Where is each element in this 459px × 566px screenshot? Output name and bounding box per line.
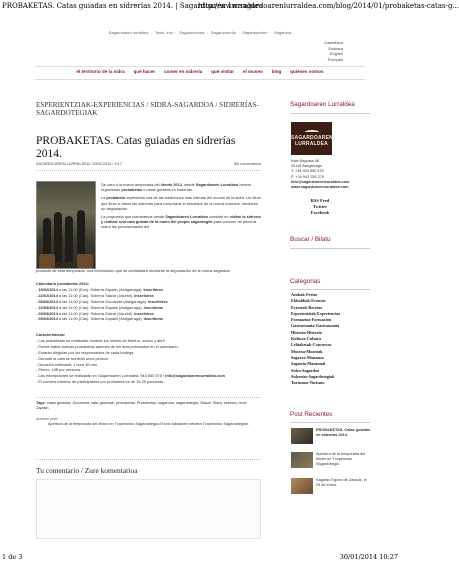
recent-post-thumbnail[interactable] bbox=[291, 478, 313, 494]
divider bbox=[36, 397, 261, 398]
print-datetime: 30/01/2014 10:27 bbox=[339, 553, 398, 561]
sidebar-recent-heading: Post Recientes bbox=[290, 411, 333, 418]
recent-post-thumbnail[interactable] bbox=[291, 428, 313, 444]
tags-list[interactable]: catas guiadas, Gurutzeta, kata gidatuak, probaketak, Probaketas, sagardoa, sagardotegia, Saizar, Sidra, sidrería, txotx, Zapiain bbox=[36, 401, 248, 410]
twitter-link[interactable]: Twitter bbox=[312, 204, 328, 209]
category-item[interactable]: Esperientziak-Experiencias bbox=[291, 310, 341, 316]
previous-post bbox=[36, 417, 261, 427]
category-item[interactable]: Azokak-Ferias bbox=[291, 292, 318, 297]
divider bbox=[36, 459, 261, 460]
divider bbox=[290, 248, 370, 249]
category-item[interactable]: Sagarra-Manzana bbox=[291, 354, 324, 360]
intro-paragraph: De cara a la nueva temporada del #txotx 2014, desde Sagardoaren Lurraldea hemos organizado probaketas o catas guiadas en sidrerías. bbox=[101, 182, 252, 193]
calendar-item: - 22/02/2014 a las 11:00 (Cas): Sidrería Saizar (Usurbil). Inscribirse bbox=[36, 292, 154, 298]
category-item[interactable]: Sidra-Sagardoa bbox=[291, 367, 320, 373]
post-title: PROBAKETAS. Catas guiadas en sidrerías 2014. bbox=[36, 135, 236, 160]
brand-logo: SAGARDOAREN LURRALDEA bbox=[291, 122, 332, 155]
post-body-continued: producto de esta temporada, una información que se contrastará mediante la degustación de la nueva sagardoa. bbox=[36, 268, 231, 273]
feature-item: - El número máximo de participantes por probaketa es de 15-20 personas. bbox=[36, 379, 165, 385]
comment-textarea[interactable] bbox=[36, 479, 261, 539]
post-meta-author-date: SAGARDOAREN LURRALDEA / 30/01/2014 / 9:17 bbox=[36, 162, 122, 166]
sidebar-categories-heading: Categorias bbox=[290, 278, 321, 285]
features-section bbox=[36, 332, 261, 385]
feature-item: - Las inscripciones se realizarán en Sagardoaren Lurraldea: 943 550 575 / info@sagardoarenlurraldea.com bbox=[36, 373, 225, 379]
language-option[interactable]: Castellano bbox=[324, 40, 343, 45]
main-nav-item[interactable]: comer en sidrería bbox=[163, 69, 203, 74]
category-item[interactable]: Ekitaldiak-Eventos bbox=[291, 298, 326, 304]
comments-link[interactable]: Sin comentarios bbox=[233, 162, 261, 166]
signup-link[interactable]: Inscribirse bbox=[143, 286, 164, 292]
signup-link[interactable]: Inscribirse bbox=[143, 304, 164, 310]
post-intro bbox=[101, 182, 261, 233]
language-selector bbox=[324, 40, 343, 62]
sidebar-brand-heading: Sagardoaren Lurraldea bbox=[290, 101, 355, 108]
comment-section-title: Tu comentario / Zure komentarioa bbox=[36, 466, 138, 475]
photo-barrel bbox=[39, 254, 55, 268]
feature-item: - Las probaketas se realizarán durante los meses de febrero, marzo y abril. bbox=[36, 337, 166, 343]
print-footer bbox=[2, 553, 398, 563]
signup-link[interactable]: Inscribirse bbox=[134, 310, 154, 316]
post-photo bbox=[36, 181, 96, 269]
top-nav-item[interactable]: Sagardoaren lurraldea bbox=[108, 30, 149, 35]
divider bbox=[35, 79, 365, 80]
feature-item: - Precio: 10€ por persona. bbox=[36, 367, 81, 373]
categories-list bbox=[291, 292, 371, 386]
signup-link[interactable]: Inscribirse bbox=[143, 316, 164, 322]
photo-figure bbox=[54, 212, 62, 262]
previous-post-label: Anterior post bbox=[36, 417, 58, 421]
facebook-link[interactable]: Facebook bbox=[310, 210, 330, 215]
divider bbox=[290, 422, 370, 423]
previous-post-link[interactable]: Apertura de la temporada del #txotx en Txopinondo Sagardotegia.#Txotx tokialaren irekiera Txopinondo Sagardotegian. bbox=[48, 422, 250, 426]
calendar-item: - 05/04/2014 a las 11:00 (Cas): Sidrería Zapiain (Astigarraga). Inscribirse bbox=[36, 316, 164, 322]
recent-post[interactable] bbox=[291, 452, 371, 466]
calendar-section bbox=[36, 281, 261, 322]
divider bbox=[290, 113, 370, 114]
intro-paragraph: La propuesta que planteamos desde Sagardoaren Lurraldea consiste en visitar la sidrería y realizar una cata guiada de la mano del propio sagardogile para conocer de primera mano las peculiaridades del bbox=[101, 214, 261, 230]
photo-barrel bbox=[77, 254, 93, 268]
main-nav-item[interactable]: qué visitar bbox=[211, 69, 235, 74]
category-item[interactable]: Turismoa-Turismo bbox=[291, 380, 325, 386]
tags-label: Tags: bbox=[36, 401, 46, 405]
language-option[interactable]: English bbox=[329, 51, 343, 56]
language-option[interactable]: Euskara bbox=[328, 45, 343, 51]
email-link[interactable]: info@sagardoarenlurraldea.com bbox=[165, 373, 225, 379]
post-tags bbox=[36, 401, 261, 411]
apple-icon bbox=[305, 130, 319, 134]
feature-item: - Estarán dirigidas por los responsables de cada bodega. bbox=[36, 349, 135, 355]
category-item[interactable]: Lehiaketak-Concursos bbox=[291, 342, 332, 348]
signup-link[interactable]: Inscribirse bbox=[134, 292, 154, 298]
print-page-number: 1 de 3 bbox=[2, 553, 23, 561]
calendar-heading: Calendario probaketas 2014: bbox=[36, 281, 89, 286]
features-heading: Características: bbox=[36, 332, 66, 337]
category-item[interactable]: Formazioa-Formación bbox=[291, 317, 332, 323]
recent-post[interactable] bbox=[291, 478, 371, 488]
main-nav-item[interactable]: el territorio de la sidra bbox=[76, 69, 125, 74]
top-nav-item[interactable]: Texts. info bbox=[154, 30, 173, 35]
main-nav-item-active[interactable]: blog bbox=[271, 69, 282, 74]
calendar-item: - 22/03/2014 a las 11:00 (Cas): Sidrería Zapiain (Astigarraga). Inscribirse bbox=[36, 304, 164, 310]
feature-item: - Duración estimada: 1 hora 30 min. bbox=[36, 361, 98, 367]
photo-figure bbox=[65, 216, 73, 262]
divider bbox=[290, 289, 370, 290]
print-header bbox=[2, 2, 459, 14]
top-nav-item[interactable]: Sagardoetxea bbox=[179, 30, 205, 35]
intro-paragraph: La probaketa representa una de las tradiciones más íntimas del mundo de la sidra. Un ritual que lleva a visitar las sidrerías para comprobar el resultado de la nueva cosecha, mediante su degustación. bbox=[101, 195, 261, 211]
category-item[interactable]: Gastronomia-Gastronomía bbox=[291, 323, 340, 329]
sidebar-search-heading: Buscar / Bilatu bbox=[290, 236, 331, 243]
contact-email-link[interactable]: info@sagardoarenlurraldea.com bbox=[291, 179, 350, 184]
main-nav-item[interactable]: quiénes somos bbox=[290, 69, 324, 74]
top-nav-item[interactable]: Sagardoendia bbox=[210, 30, 236, 35]
top-nav: Sagardoaren lurraldea · Texts. info · Sagardoetxea · Sagardoendia · Sagardopedro · Sagardoa bbox=[108, 30, 292, 35]
main-nav: el territorio de la sidra · qué hacer · comer en sidrería · qué visitar · el museo · blog · quiénes somos bbox=[76, 69, 324, 74]
category-item[interactable]: Kultura-Cultura bbox=[291, 336, 322, 342]
category-item[interactable]: Sidrerías-Sagardotegiak bbox=[291, 373, 335, 379]
feature-item: - Puede haber nuevas probaketas además de los días publicados en el calendario. bbox=[36, 343, 179, 349]
language-option[interactable]: Français bbox=[327, 56, 343, 62]
signup-link[interactable]: Inscribirse bbox=[147, 298, 168, 304]
recent-post-title[interactable]: Sagardo Egona de Zarautz, el 25 de enero. bbox=[316, 478, 367, 487]
calendar-item: - 08/03/2014 a las 11:00 (Cas): Sidrería Gurutzeta (Astigarraga). Inscribirse bbox=[36, 298, 168, 304]
top-nav-item[interactable]: Sagardopedro bbox=[242, 30, 268, 35]
category-item[interactable]: Museoa-Museoak bbox=[291, 348, 323, 354]
top-nav-item[interactable]: Sagardoa bbox=[273, 30, 292, 35]
divider bbox=[35, 66, 365, 67]
recent-post-thumbnail[interactable] bbox=[291, 452, 313, 468]
rss-link[interactable]: RSS Feed bbox=[310, 198, 330, 203]
social-links bbox=[291, 198, 371, 216]
contact-address: Kale Nagusia 48 20115 Astigarraga T: +34 943 550 575 F: +34 943 335 279 info@sagardoarenlurraldea.com www.sagardoarenlurraldea.com bbox=[291, 159, 371, 190]
calendar-item: - 29/03/2014 a las 11:00 (Cas): Sidrería Saizar (Usurbil). Inscribirse bbox=[36, 310, 154, 316]
category-item[interactable]: Erreztak-Recetas bbox=[291, 304, 323, 310]
recent-post[interactable] bbox=[291, 428, 371, 438]
main-nav-item[interactable]: el museo bbox=[242, 69, 263, 74]
contact-web-link[interactable]: www.sagardoarenlurraldea.com bbox=[291, 185, 349, 190]
main-nav-item[interactable]: qué hacer bbox=[133, 69, 156, 74]
category-item[interactable]: Historia-Historia bbox=[291, 329, 322, 335]
calendar-item: - 15/02/2014 a las 11:00 (Eus): Sidrería Zapiain (Astigarraga). Inscribirse bbox=[36, 286, 164, 292]
feature-item: - Durante la cata se servirán unos pintxos. bbox=[36, 355, 109, 361]
recent-post-title[interactable]: PROBAKETAS. Catas guiadas en sidrerías 2014. bbox=[316, 428, 371, 437]
breadcrumb[interactable]: ESPERIENTZIAK-EXPERIENCIAS / SIDRA-SAGARDOA / SIDRERÍAS-SAGARDOTEGIAK bbox=[36, 101, 259, 117]
category-item[interactable]: Sagastia-Manzanal bbox=[291, 361, 326, 367]
recent-post-title[interactable]: Apertura de la temporada del #txotx en Txopinondo Sagardotegia. bbox=[316, 452, 366, 466]
print-header-url: http://www.sagardoarenlurraldea.com/blog/2014/01/probaketas-catas-g... bbox=[198, 2, 459, 10]
divider bbox=[36, 170, 261, 171]
print-header-title: PROBAKETAS. Catas guiadas en sidrerías 2014. | Sagardoaren Lurraldea bbox=[2, 2, 264, 10]
post-meta bbox=[36, 162, 261, 166]
